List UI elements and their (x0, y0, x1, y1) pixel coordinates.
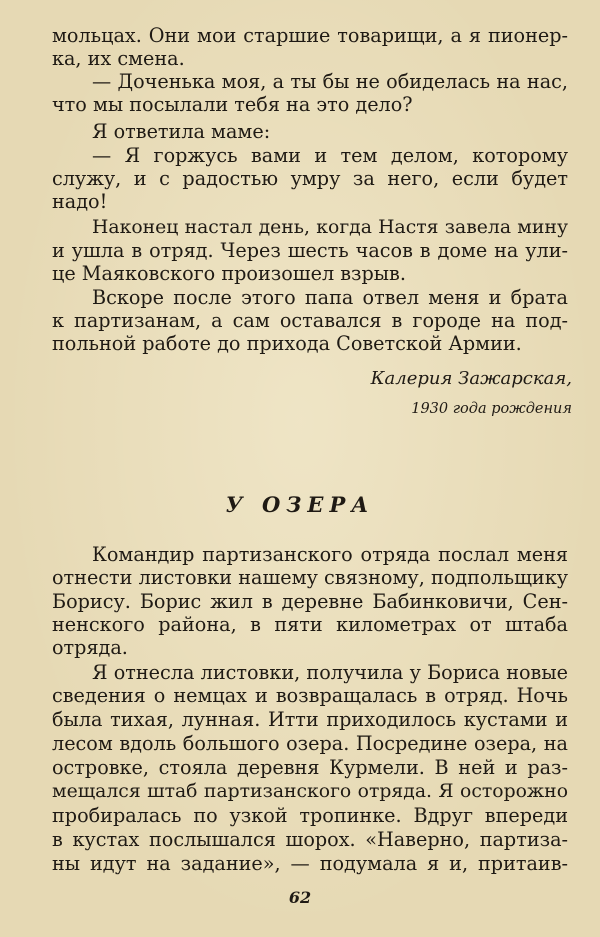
text-line: Я ответила маме: (92, 120, 271, 143)
text-line: Командир партизанского отряда послал меня (92, 543, 568, 566)
text-line: отнести листовки нашему связному, подпольщику (52, 566, 568, 589)
text-line: ка, их смена. (52, 47, 185, 70)
text-line: Я отнесла листовки, получила у Бориса новые (92, 661, 568, 684)
page-number: 62 (288, 888, 312, 907)
text-line: це Маяковского произошел взрыв. (52, 262, 406, 285)
text-line: отряда. (52, 636, 128, 659)
chapter-title: У ОЗЕРА (225, 492, 375, 517)
text-line: Наконец настал день, когда Настя завела мину (92, 217, 568, 238)
text-line: в кустах послышался шорох. «Наверно, партиза- (52, 828, 568, 851)
text-line: что мы посылали тебя на это дело? (52, 93, 413, 116)
text-line: была тихая, лунная. Итти приходилось кустами и (52, 708, 568, 731)
text-line: ны идут на задание», — подумала я и, притаив- (52, 852, 568, 875)
text-line: — Я горжусь вами и тем делом, которому (92, 144, 568, 167)
text-line: Борису. Борис жил в деревне Бабинковичи, Сен- (52, 590, 568, 613)
text-line: мещался штаб партизанского отряда. Я осторожно (52, 781, 568, 802)
text-line: — Доченька моя, а ты бы не обиделась на нас, (92, 70, 568, 93)
text-line: и ушла в отряд. Через шесть часов в доме на ули- (52, 239, 568, 262)
text-line: служу, и с радостью умру за него, если будет (52, 167, 568, 190)
text-line: мольцах. Они мои старшие товарищи, а я пионер- (52, 24, 568, 47)
text-line: пробиралась по узкой тропинке. Вдруг впереди (52, 804, 568, 827)
text-line: лесом вдоль большого озера. Посредине озера, на (52, 732, 568, 755)
text-line: польной работе до прихода Советской Армии. (52, 332, 522, 355)
author-signature: Калерия Зажарская, (370, 368, 572, 389)
text-line: сведения о немцах и возвращалась в отряд. Ночь (52, 684, 568, 707)
text-line: Вскоре после этого папа отвел меня и брата (92, 286, 568, 309)
text-line: к партизанам, а сам оставался в городе на под- (52, 309, 568, 332)
text-line: ненского района, в пяти километрах от штаба (52, 613, 568, 636)
author-birth-year: 1930 года рождения (411, 401, 572, 417)
text-line: островке, стояла деревня Курмели. В ней и раз- (52, 756, 568, 779)
text-line: надо! (52, 190, 108, 213)
